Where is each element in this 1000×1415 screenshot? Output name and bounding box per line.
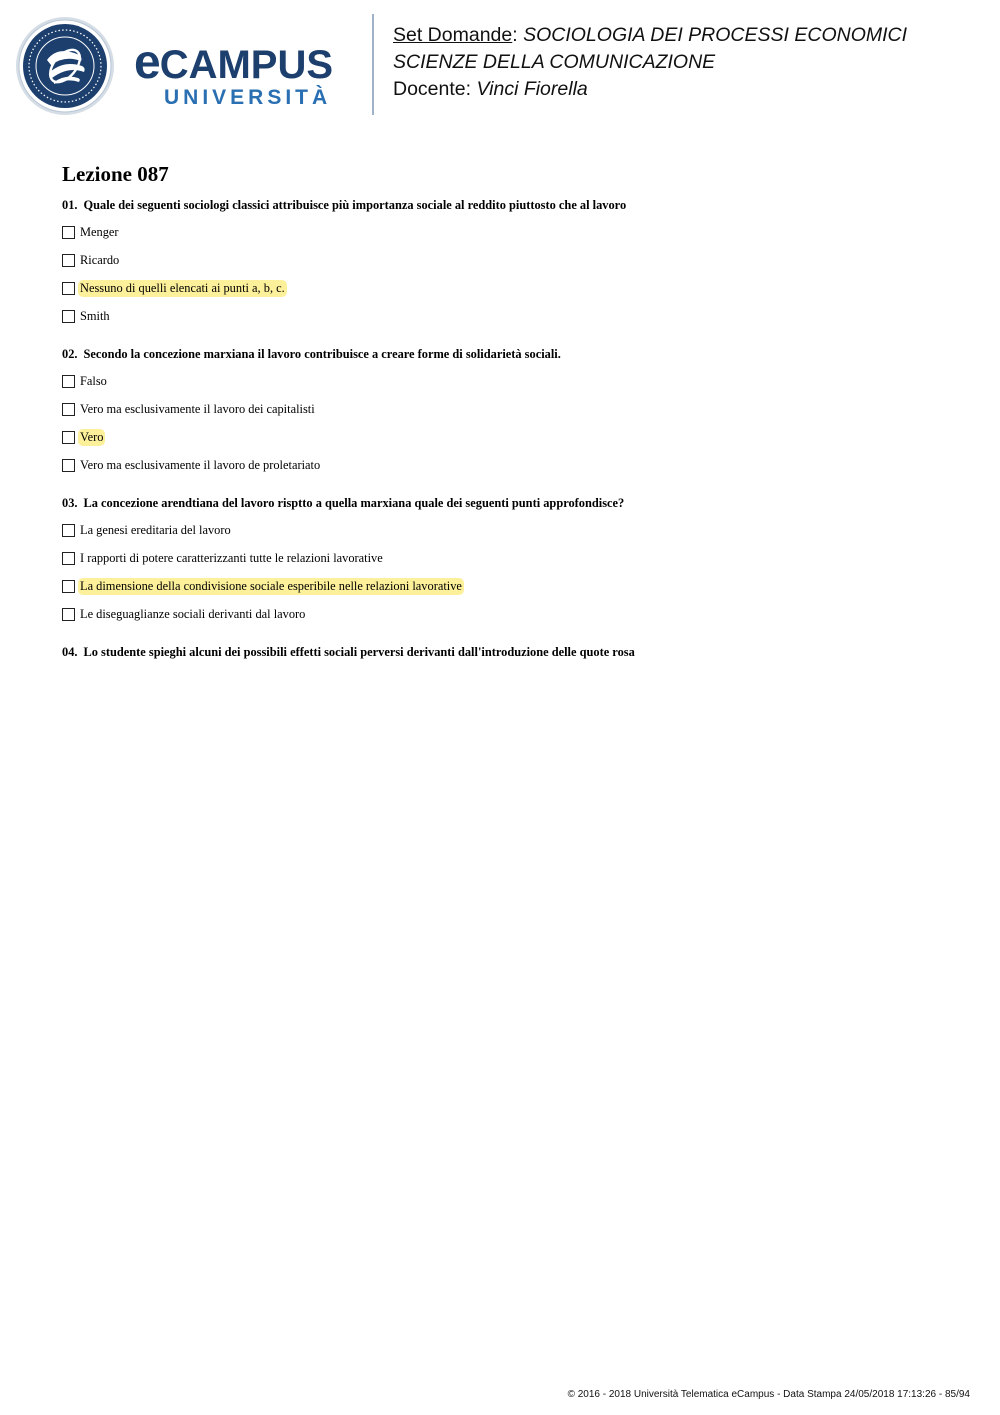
- set-separator: :: [512, 24, 518, 46]
- answer-option[interactable]: [62, 606, 962, 623]
- answer-label: La genesi ereditaria del lavoro: [80, 523, 231, 537]
- answer-checkbox[interactable]: [62, 226, 75, 239]
- course-title: SOCIOLOGIA DEI PROCESSI ECONOMICI: [523, 24, 908, 46]
- answer-option[interactable]: [62, 522, 962, 539]
- question-2: [62, 346, 962, 474]
- answer-option[interactable]: [62, 280, 962, 297]
- question-body: La concezione arendtiana del lavoro risptto a quella marxiana quale dei seguenti punti approfondisce?: [83, 496, 625, 510]
- answer-checkbox[interactable]: [62, 580, 75, 593]
- answer-checkbox[interactable]: [62, 403, 75, 416]
- wordmark-subtitle: UNIVERSITÀ: [164, 86, 332, 109]
- ecampus-seal-logo: [14, 16, 116, 116]
- set-line: [393, 22, 907, 49]
- answer-label: Vero ma esclusivamente il lavoro de proletariato: [80, 458, 321, 472]
- course-subtitle: SCIENZE DELLA COMUNICAZIONE: [393, 51, 716, 73]
- ecampus-wordmark: [134, 36, 334, 89]
- teacher-name: Vinci Fiorella: [476, 78, 588, 100]
- lesson-title: Lezione 087: [62, 162, 169, 186]
- answer-label: Vero ma esclusivamente il lavoro dei capitalisti: [80, 402, 315, 416]
- question-4: [62, 644, 962, 660]
- answer-label: I rapporti di potere caratterizzanti tutte le relazioni lavorative: [80, 551, 383, 565]
- answer-option[interactable]: [62, 308, 962, 325]
- answer-label: Ricardo: [80, 253, 120, 267]
- page-footer: © 2016 - 2018 Università Telematica eCampus - Data Stampa 24/05/2018 17:13:26 - 85/94: [567, 1389, 970, 1400]
- answer-checkbox[interactable]: [62, 310, 75, 323]
- answer-option[interactable]: [62, 550, 962, 567]
- answer-label: Smith: [80, 309, 110, 323]
- wordmark-campus: CAMPUS: [159, 43, 334, 87]
- question-number: 03.: [62, 496, 78, 510]
- answer-checkbox[interactable]: [62, 431, 75, 444]
- question-number: 04.: [62, 645, 78, 659]
- answer-checkbox[interactable]: [62, 282, 75, 295]
- answer-option[interactable]: [62, 373, 962, 390]
- question-text: [62, 495, 962, 511]
- answer-checkbox[interactable]: [62, 459, 75, 472]
- question-text: [62, 346, 962, 362]
- answer-label: Menger: [80, 225, 119, 239]
- answer-option[interactable]: [62, 252, 962, 269]
- wordmark-e: e: [134, 36, 160, 89]
- header-divider: [372, 14, 374, 115]
- answer-option[interactable]: [62, 457, 962, 474]
- question-list: [62, 197, 962, 660]
- answer-option[interactable]: [62, 224, 962, 241]
- teacher-label: Docente:: [393, 78, 472, 100]
- question-body: Quale dei seguenti sociologi classici attribuisce più importanza sociale al reddito piuttosto che al lavoro: [83, 198, 627, 212]
- answer-option[interactable]: [62, 429, 962, 446]
- answer-label-correct: La dimensione della condivisione sociale esperibile nelle relazioni lavorative: [80, 579, 462, 593]
- question-body: Lo studente spieghi alcuni dei possibili effetti sociali perversi derivanti dall'introduzione delle quote rosa: [83, 645, 635, 659]
- answer-checkbox[interactable]: [62, 608, 75, 621]
- answer-label-correct: Nessuno di quelli elencati ai punti a, b, c.: [80, 281, 285, 295]
- question-text: [62, 644, 962, 660]
- header-info: [393, 22, 907, 103]
- lesson-content: [62, 161, 962, 681]
- question-number: 01.: [62, 198, 78, 212]
- document-header: [0, 0, 1000, 130]
- answer-label-correct: Vero: [80, 430, 104, 444]
- answer-checkbox[interactable]: [62, 552, 75, 565]
- question-text: [62, 197, 962, 213]
- teacher-line: [393, 76, 907, 103]
- answer-label: Le diseguaglianze sociali derivanti dal lavoro: [80, 607, 306, 621]
- answer-checkbox[interactable]: [62, 524, 75, 537]
- answer-option[interactable]: [62, 401, 962, 418]
- answer-checkbox[interactable]: [62, 254, 75, 267]
- answer-checkbox[interactable]: [62, 375, 75, 388]
- question-body: Secondo la concezione marxiana il lavoro contribuisce a creare forme di solidarietà sociali.: [83, 347, 561, 361]
- question-3: [62, 495, 962, 623]
- set-label: Set Domande: [393, 24, 513, 46]
- question-1: [62, 197, 962, 325]
- answer-label: Falso: [80, 374, 107, 388]
- question-number: 02.: [62, 347, 78, 361]
- answer-option[interactable]: [62, 578, 962, 595]
